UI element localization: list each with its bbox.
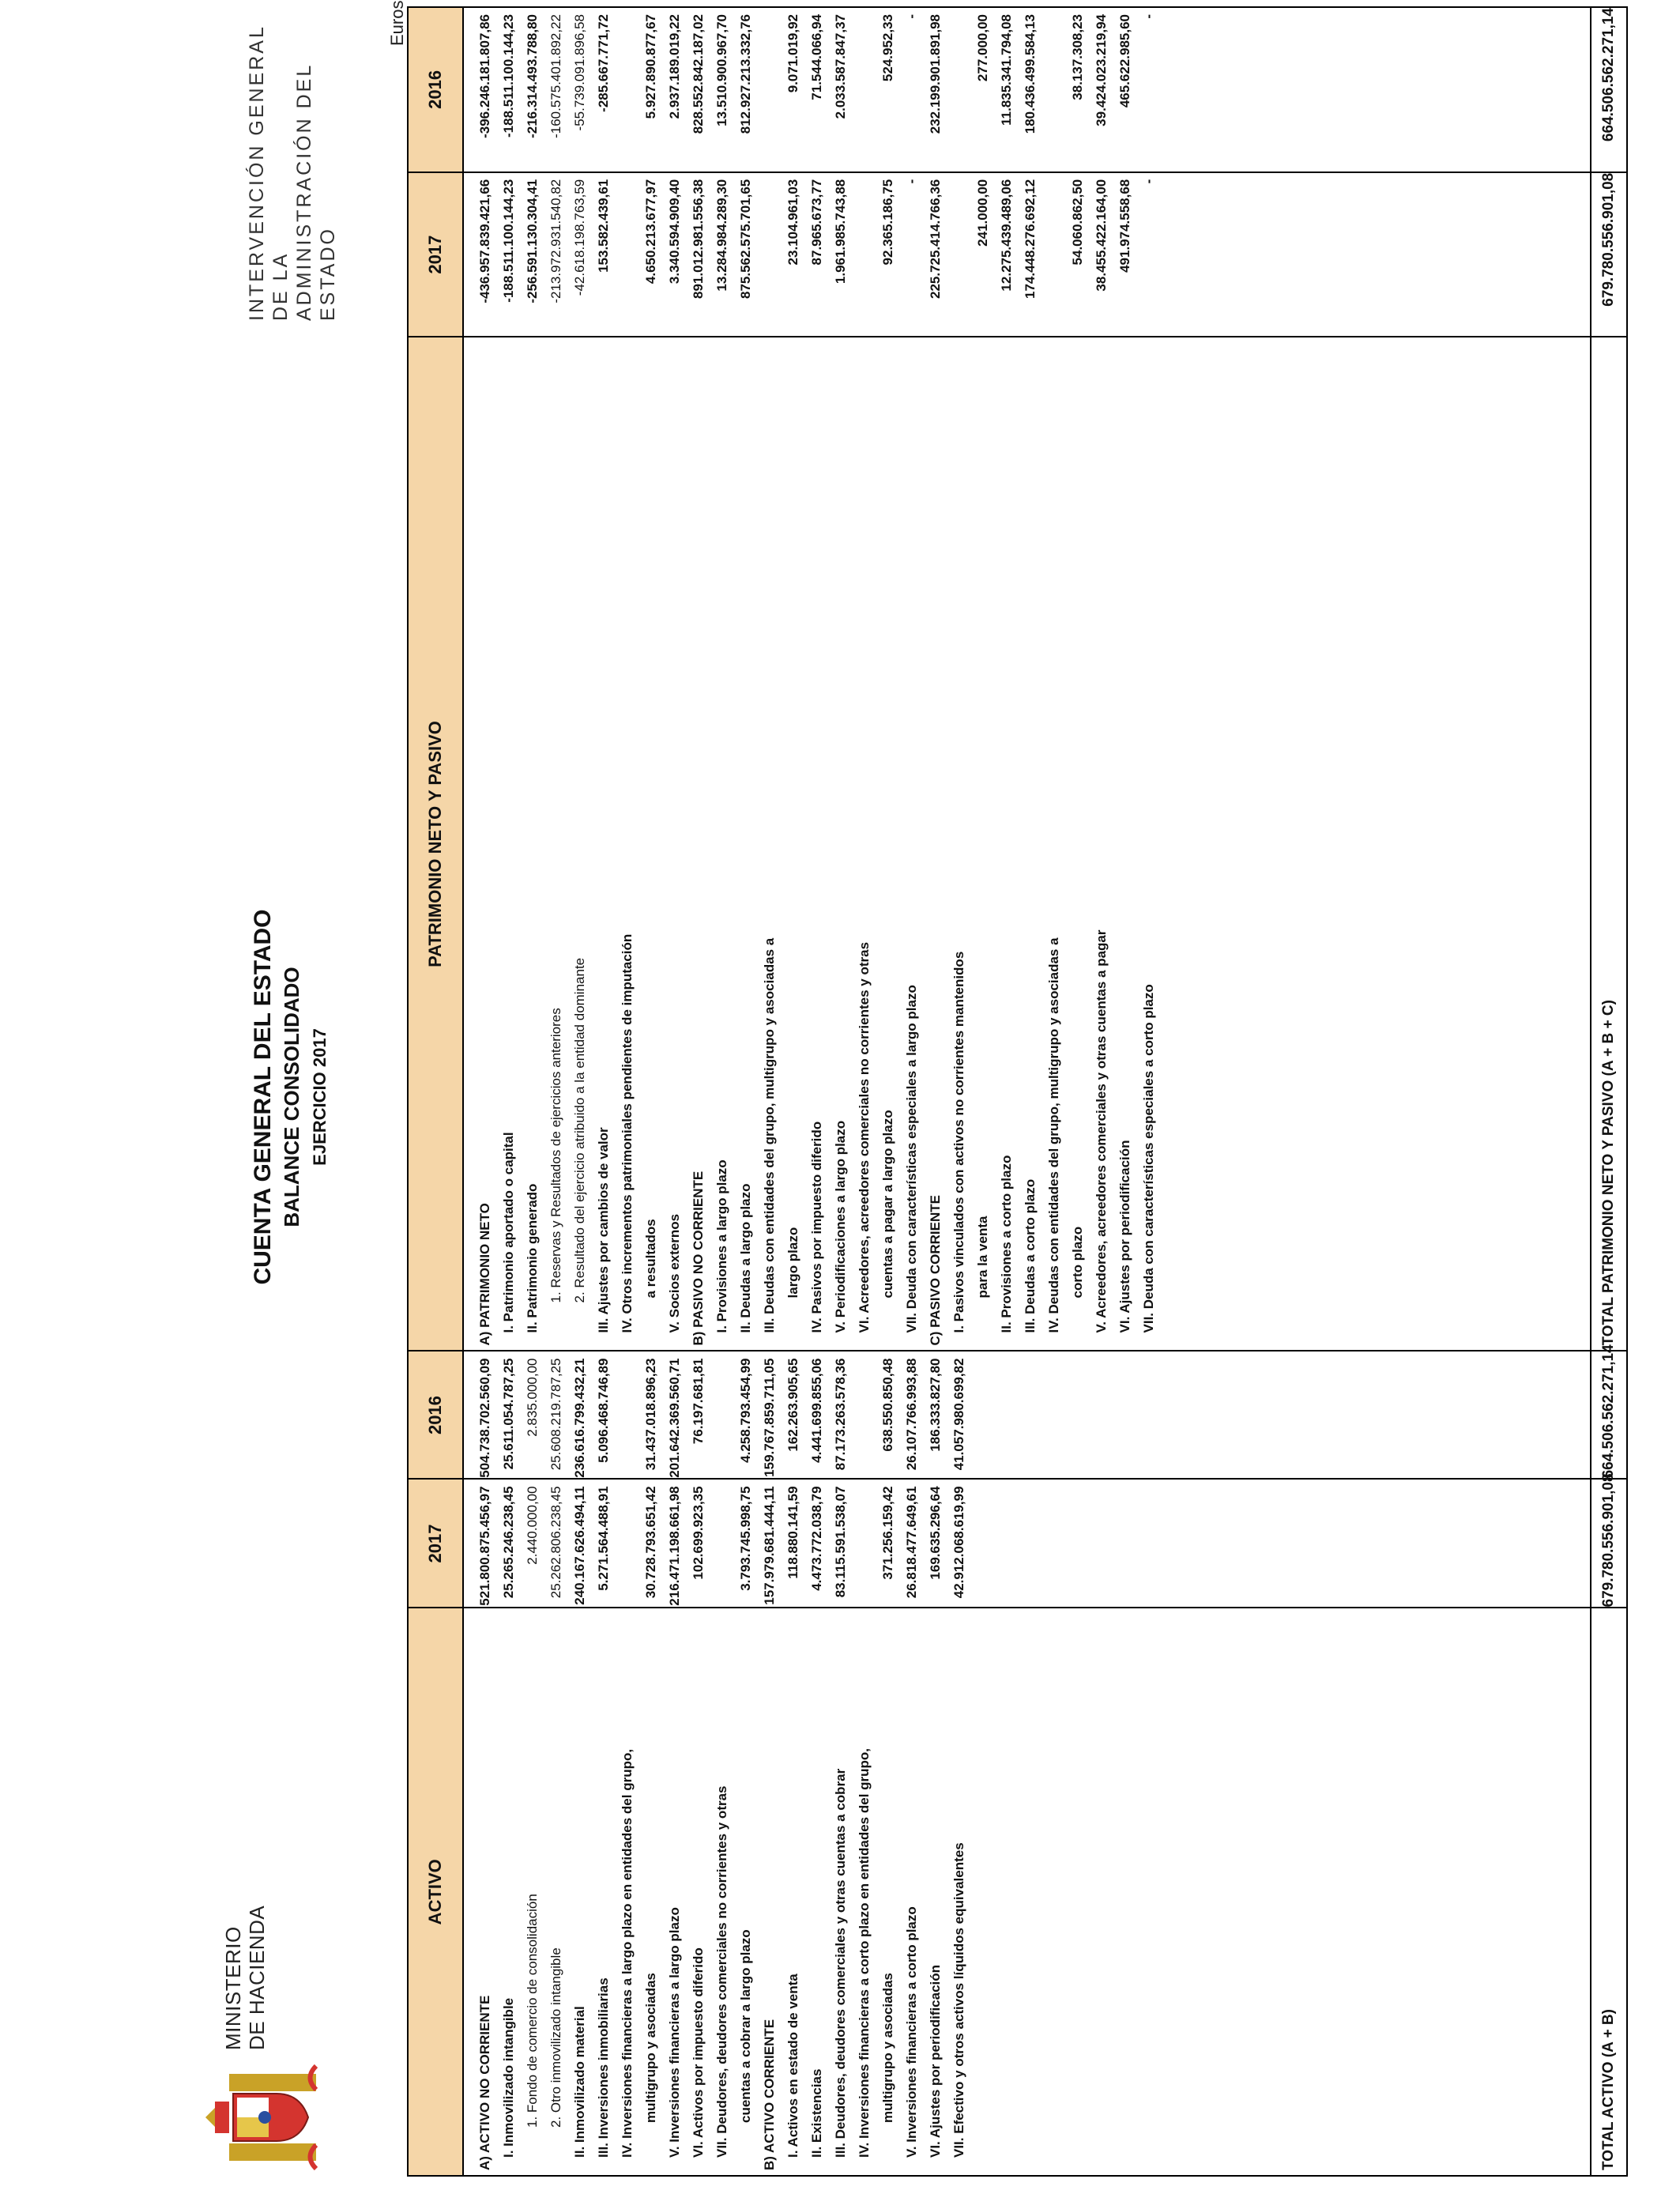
list-item [947, 337, 995, 1350]
value-cell: 13.510.900.967,70 [714, 14, 729, 126]
igae-header [245, 5, 340, 321]
value-cell: 25.262.806.238,45 [548, 1486, 563, 1599]
list-item [853, 1609, 900, 2176]
title-block [249, 0, 334, 2194]
col-header-pasivo-2016: 2016 [408, 7, 463, 172]
pasivo-labels [463, 337, 1591, 1351]
total-pasivo-2016: 664.506.562.271,14 [1591, 7, 1627, 172]
value-cell: 4.473.772.038,79 [809, 1486, 824, 1591]
value-cell: - [904, 179, 919, 184]
igae-line-1: INTERVENCIÓN GENERAL DE LA [246, 25, 292, 321]
list-item [1042, 337, 1090, 1350]
list-item [616, 1609, 663, 2176]
value-cell: 2.440.000,00 [525, 1486, 540, 1565]
value-cell: 87.173.263.578,36 [833, 1358, 848, 1471]
list-item: III. Inversiones inmobiliarias [596, 1977, 611, 2158]
list-item: I. Patrimonio aportado o capital [501, 1132, 516, 1333]
value-cell: 102.699.923,35 [691, 1486, 706, 1580]
list-item: A) PATRIMONIO NETO [477, 1203, 492, 1346]
igae-line-2: ADMINISTRACIÓN DEL ESTADO [293, 63, 339, 321]
list-item: V. Periodificaciones a largo plazo [833, 1120, 848, 1333]
value-cell: 9.071.019,92 [785, 14, 800, 93]
list-item: 2. Resultado del ejercicio atribuido a la entidad dominante [572, 957, 587, 1303]
list-item: II. Provisiones a corto plazo [999, 1155, 1014, 1333]
value-cell: 465.622.985,60 [1117, 14, 1132, 108]
list-item-line-1: VII. Deudores, deudores comerciales no corrientes y otras [714, 1785, 729, 2158]
value-cell: 2.033.587.847,37 [833, 14, 848, 119]
value-cell: 153.582.439,61 [596, 179, 611, 273]
value-cell: 812.927.213.332,76 [738, 14, 753, 134]
value-cell: 491.974.558,68 [1117, 179, 1132, 273]
value-cell: -188.511.100.144,23 [501, 14, 516, 138]
value-cell: -285.667.771,72 [596, 14, 611, 112]
totals-row [1591, 7, 1627, 2176]
list-item-line-2: corto plazo [1070, 1226, 1085, 1299]
col-header-pasivo-2017: 2017 [408, 172, 463, 337]
value-cell: 92.365.186,75 [880, 179, 895, 266]
value-cell: 23.104.961,03 [785, 179, 800, 266]
value-cell: 26.107.766.993,88 [904, 1358, 919, 1471]
list-item: VII. Deuda con características especiales a largo plazo [904, 985, 919, 1333]
total-pasivo-2017: 679.780.556.901,08 [1591, 172, 1627, 337]
value-cell: 5.096.468.746,89 [596, 1358, 611, 1463]
value-cell: 4.258.793.454,99 [738, 1358, 753, 1463]
value-cell: 12.275.439.489,06 [999, 179, 1014, 292]
value-cell: 201.642.369.560,71 [667, 1358, 682, 1478]
value-cell: 159.767.859.711,05 [762, 1358, 777, 1477]
value-cell: 71.544.066,94 [809, 14, 824, 100]
value-cell: -55.739.091.896,58 [572, 14, 587, 131]
list-item: III. Ajustes por cambios de valor [596, 1127, 611, 1333]
list-item: V. Acreedores, acreedores comerciales y otras cuentas a pagar [1094, 929, 1109, 1333]
list-item-line-2: largo plazo [785, 1227, 800, 1299]
list-item: 2. Otro inmovilizado intangible [548, 1947, 563, 2128]
list-item: C) PASIVO CORRIENTE [928, 1195, 943, 1346]
balance-table [407, 6, 1628, 2177]
value-cell: 162.263.905,65 [785, 1358, 800, 1452]
list-item: I. Provisiones a largo plazo [714, 1159, 729, 1333]
list-item: VI. Ajustes por periodificación [928, 1964, 943, 2158]
list-item-line-1: I. Pasivos vinculados con activos no corrientes mantenidos [951, 951, 966, 1333]
value-cell: 25.608.219.787,25 [548, 1358, 563, 1471]
value-cell: 76.197.681,81 [691, 1358, 706, 1445]
list-item-line-1: IV. Deudas con entidades del grupo, multigrupo y asociadas a [1046, 937, 1061, 1333]
exercise-year: EJERCICIO 2017 [310, 1028, 330, 1166]
value-cell: 521.800.875.456,97 [477, 1486, 492, 1606]
list-item: A) ACTIVO NO CORRIENTE [477, 1995, 492, 2170]
value-cell: -188.511.100.144,23 [501, 179, 516, 303]
table-body-row [463, 7, 1591, 2176]
activo-2016-values [463, 1351, 1591, 1479]
list-item-line-1: IV. Otros incrementos patrimoniales pendientes de imputación [620, 933, 635, 1333]
value-cell: - [1141, 179, 1156, 184]
value-cell: -216.314.493.788,80 [525, 14, 540, 138]
value-cell: 240.167.626.494,11 [572, 1486, 587, 1605]
list-item: I. Inmovilizado intangible [501, 1997, 516, 2158]
list-item: V. Inversiones financieras a largo plazo [667, 1907, 682, 2158]
ministry-line-2: DE HACIENDA [245, 1905, 269, 2050]
value-cell: 3.793.745.998,75 [738, 1486, 753, 1591]
value-cell: 216.471.198.661,98 [667, 1486, 682, 1606]
value-cell: -42.618.198.763,59 [572, 179, 587, 296]
list-item: II. Existencias [809, 2068, 824, 2158]
list-item: II. Deudas a largo plazo [738, 1183, 753, 1333]
list-item: 1. Fondo de comercio de consolidación [525, 1894, 540, 2128]
value-cell: 236.616.799.432,21 [572, 1358, 587, 1478]
value-cell: 31.437.018.896,23 [643, 1358, 658, 1471]
value-cell: -160.575.401.892,22 [548, 14, 563, 138]
value-cell: 524.952,33 [880, 14, 895, 82]
list-item: VII. Deuda con características especiales a corto plazo [1141, 984, 1156, 1333]
pasivo-2017-values [463, 172, 1591, 337]
list-item [710, 1609, 758, 2176]
list-item-line-2: para la venta [975, 1216, 990, 1299]
total-activo-2016: 664.506.562.271,14 [1591, 1351, 1627, 1479]
value-cell: 157.979.681.444,11 [762, 1486, 777, 1605]
value-cell: 11.835.341.794,08 [999, 14, 1014, 126]
value-cell: 504.738.702.560,09 [477, 1358, 492, 1478]
list-item: IV. Pasivos por impuesto diferido [809, 1121, 824, 1333]
list-item [853, 337, 900, 1350]
value-cell: - [1141, 14, 1156, 19]
value-cell: 371.256.159,42 [880, 1486, 895, 1580]
col-header-activo-2017: 2017 [408, 1479, 463, 1608]
value-cell: 828.552.842.187,02 [691, 14, 706, 134]
total-activo-label: TOTAL ACTIVO (A + B) [1591, 1608, 1627, 2177]
value-cell: 174.448.276.692,12 [1023, 179, 1038, 300]
value-cell: 39.424.023.219,94 [1094, 14, 1109, 126]
document-title: CUENTA GENERAL DEL ESTADO [250, 909, 276, 1285]
col-header-activo: ACTIVO [408, 1608, 463, 2177]
value-cell: 4.441.699.855,06 [809, 1358, 824, 1463]
total-pasivo-label: TOTAL PATRIMONIO NETO Y PASIVO (A + B + C) [1591, 337, 1627, 1351]
value-cell: -396.246.181.807,86 [477, 14, 492, 138]
list-item-line-2: cuentas a cobrar a largo plazo [738, 1929, 753, 2123]
list-item-line-2: a resultados [643, 1219, 658, 1299]
value-cell: 38.455.422.164,00 [1094, 179, 1109, 292]
value-cell: -436.957.839.421,66 [477, 179, 492, 303]
value-cell: 891.012.981.556,38 [691, 179, 706, 300]
list-item: VI. Activos por impuesto diferido [691, 1947, 706, 2158]
list-item-line-1: IV. Inversiones financieras a largo plazo en entidades del grupo, [620, 1748, 635, 2158]
value-cell: 225.725.414.766,36 [928, 179, 943, 300]
value-cell: 25.265.246.238,45 [501, 1486, 516, 1599]
list-item: B) ACTIVO CORRIENTE [762, 2019, 777, 2170]
col-header-pasivo: PATRIMONIO NETO Y PASIVO [408, 337, 463, 1351]
list-item: I. Activos en estado de venta [785, 1973, 800, 2158]
value-cell: 38.137.308,23 [1070, 14, 1085, 100]
value-cell: 232.199.901.891,98 [928, 14, 943, 134]
list-item: V. Socios externos [667, 1213, 682, 1333]
activo-labels [463, 1608, 1591, 2177]
list-item: II. Patrimonio generado [525, 1183, 540, 1333]
value-cell: 13.284.984.289,30 [714, 179, 729, 292]
list-item: II. Inmovilizado material [572, 2006, 587, 2158]
list-item-line-1: III. Deudas con entidades del grupo, multigrupo y asociadas a [762, 937, 777, 1333]
value-cell: 5.271.564.488,91 [596, 1486, 611, 1591]
ministry-line-1: MINISTERIO [221, 1926, 245, 2050]
value-cell: 169.635.296,64 [928, 1486, 943, 1580]
list-item [758, 337, 805, 1350]
pasivo-2016-values [463, 7, 1591, 172]
currency-label: Euros [387, 0, 407, 46]
list-item: V. Inversiones financieras a corto plazo [904, 1906, 919, 2158]
value-cell: 4.650.213.677,97 [643, 179, 658, 285]
value-cell: 638.550.850,48 [880, 1358, 895, 1452]
list-item-line-2: cuentas a pagar a largo plazo [880, 1110, 895, 1299]
total-activo-2017: 679.780.556.901,08 [1591, 1479, 1627, 1608]
value-cell: 54.060.862,50 [1070, 179, 1085, 266]
list-item-line-2: multigrupo y asociadas [880, 1973, 895, 2123]
value-cell: 83.115.591.538,07 [833, 1486, 848, 1598]
value-cell: - [904, 14, 919, 19]
value-cell: -213.972.931.540,82 [548, 179, 563, 303]
list-item: III. Deudores, deudores comerciales y otras cuentas a cobrar [833, 1768, 848, 2158]
document-subtitle: BALANCE CONSOLIDADO [280, 967, 303, 1227]
list-item: B) PASIVO NO CORRIENTE [691, 1171, 706, 1346]
value-cell: 26.818.477.649,61 [904, 1486, 919, 1599]
value-cell: 277.000,00 [975, 14, 990, 82]
list-item: VII. Efectivo y otros activos líquidos equivalentes [951, 1842, 966, 2158]
list-item: 1. Reservas y Resultados de ejercicios anteriores [548, 1008, 563, 1303]
value-cell: 241.000,00 [975, 179, 990, 247]
list-item: III. Deudas a corto plazo [1023, 1178, 1038, 1333]
table-header-row [408, 7, 463, 2176]
value-cell: 5.927.890.877,67 [643, 14, 658, 119]
value-cell: 118.880.141,59 [785, 1486, 800, 1579]
value-cell: -256.591.130.304,41 [525, 179, 540, 303]
value-cell: 25.611.054.787,25 [501, 1358, 516, 1470]
value-cell: 1.961.985.743,88 [833, 179, 848, 285]
value-cell: 42.912.068.619,99 [951, 1486, 966, 1599]
value-cell: 41.057.980.699,82 [951, 1358, 966, 1471]
value-cell: 186.333.827,80 [928, 1358, 943, 1452]
list-item-line-1: IV. Inversiones financieras a corto plazo en entidades del grupo, [857, 1747, 872, 2158]
activo-2017-values [463, 1479, 1591, 1608]
value-cell: 2.835.000,00 [525, 1358, 540, 1437]
list-item: VI. Ajustes por periodificación [1117, 1140, 1132, 1333]
value-cell: 3.340.594.909,40 [667, 179, 682, 285]
value-cell: 180.436.499.584,13 [1023, 14, 1038, 134]
col-header-activo-2016: 2016 [408, 1351, 463, 1479]
value-cell: 30.728.793.651,42 [643, 1486, 658, 1599]
value-cell: 87.965.673,77 [809, 179, 824, 266]
value-cell: 2.937.189.019,22 [667, 14, 682, 119]
list-item [616, 337, 663, 1350]
list-item-line-1: VI. Acreedores, acreedores comerciales no corrientes y otras [857, 941, 872, 1333]
value-cell: 875.562.575.701,65 [738, 179, 753, 300]
list-item-line-2: multigrupo y asociadas [643, 1973, 658, 2123]
